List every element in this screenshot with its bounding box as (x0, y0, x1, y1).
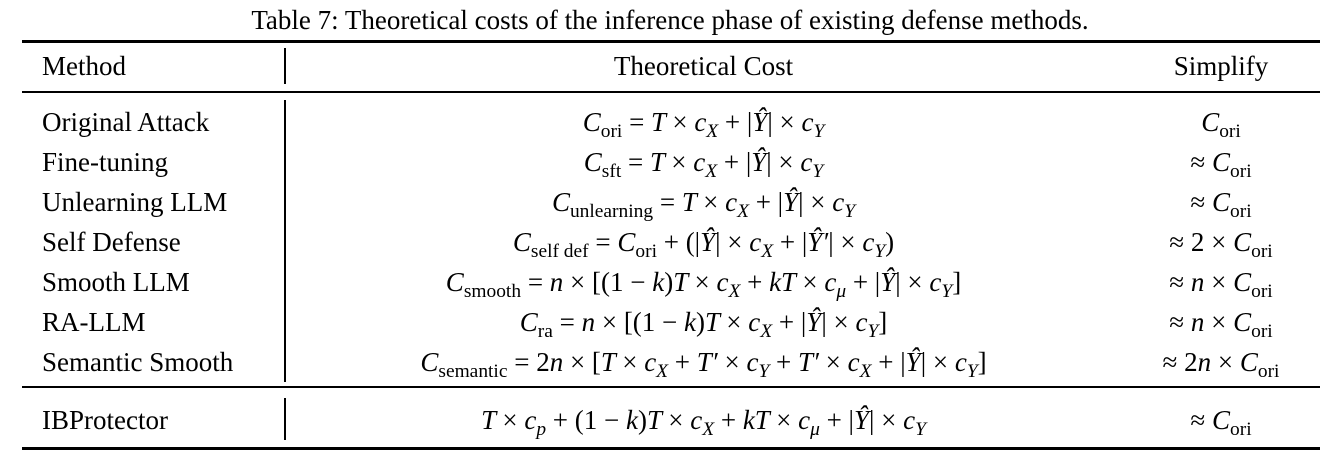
header-theoretical-cost: Theoretical Cost (613, 51, 794, 81)
row-method-smooth-llm: Smooth LLM (42, 267, 190, 297)
header-simplify: Simplify (1173, 51, 1269, 81)
row-cost-semantic-smooth: $C_{semantic} = 2n \times [T \times c_X + T' \times c_Y + T' \times c_X$ + |Ŷ| × $c_Y$] (420, 347, 987, 382)
table-caption: Table 7: Theoretical costs of the inference phase of existing defense methods. (251, 5, 1089, 35)
column-divider-final (284, 398, 286, 440)
row-method-semantic-smooth: Semantic Smooth (42, 347, 234, 377)
row-method-self-defense: Self Defense (42, 227, 181, 257)
row-simplify-unlearning-llm: ≈ $C_{ori}$ (1190, 187, 1252, 222)
header-rule (22, 91, 1320, 93)
row-method-original-attack: Original Attack (42, 107, 210, 137)
row-cost-ra-llm: $C_{ra} = n \times [(1 - k)T \times c_X$ + |Ŷ| × $c_Y$] (519, 307, 888, 342)
row-simplify-fine-tuning: ≈ $C_{ori}$ (1190, 147, 1252, 182)
row-simplify-original-attack: $C_{ori}$ (1201, 107, 1241, 142)
row-cost-unlearning-llm: $C_{unlearning} = T \times c_X$ + |Ŷ| × $c_Y$ (551, 187, 856, 222)
row-cost-original-attack: $C_{ori} = T \times c_X$ + |Ŷ| × $c_Y$ (582, 107, 825, 142)
row-cost-fine-tuning: $C_{sft} = T \times c_X$ + |Ŷ| × $c_Y$ (583, 147, 824, 182)
row-cost-ibprotector: $T \times c_p + (1 - k)T \times c_X$ + kT × $c_\mu$ + |Ŷ| × $c_Y$ (481, 405, 926, 440)
row-method-ibprotector: IBProtector (42, 405, 168, 435)
row-cost-smooth-llm: $C_{smooth} = n \times [(1 - k)T \times c_X$ + kT × $c_\mu$ + |Ŷ| × $c_Y$] (445, 267, 962, 302)
section-rule (22, 386, 1320, 388)
row-simplify-smooth-llm: ≈ $n \times C_{ori}$ (1169, 267, 1273, 302)
top-rule (22, 40, 1320, 43)
header-method: Method (42, 51, 126, 81)
row-simplify-ra-llm: ≈ $n \times C_{ori}$ (1169, 307, 1273, 342)
bottom-rule (22, 447, 1320, 450)
column-divider-body (284, 100, 286, 382)
row-simplify-semantic-smooth: ≈ $2n \times C_{ori}$ (1162, 347, 1280, 382)
row-simplify-ibprotector: ≈ $C_{ori}$ (1190, 405, 1252, 440)
row-method-fine-tuning: Fine-tuning (42, 147, 168, 177)
row-cost-self-defense: $C_{self def} = C_{ori}$ + (|Ŷ| × $c_X$ + |Ŷ′| × $c_Y$) (512, 227, 895, 262)
row-simplify-self-defense: ≈ $2 \times C_{ori}$ (1169, 227, 1273, 262)
row-method-ra-llm: RA-LLM (42, 307, 146, 337)
row-method-unlearning-llm: Unlearning LLM (42, 187, 228, 217)
column-divider-header (284, 48, 286, 84)
